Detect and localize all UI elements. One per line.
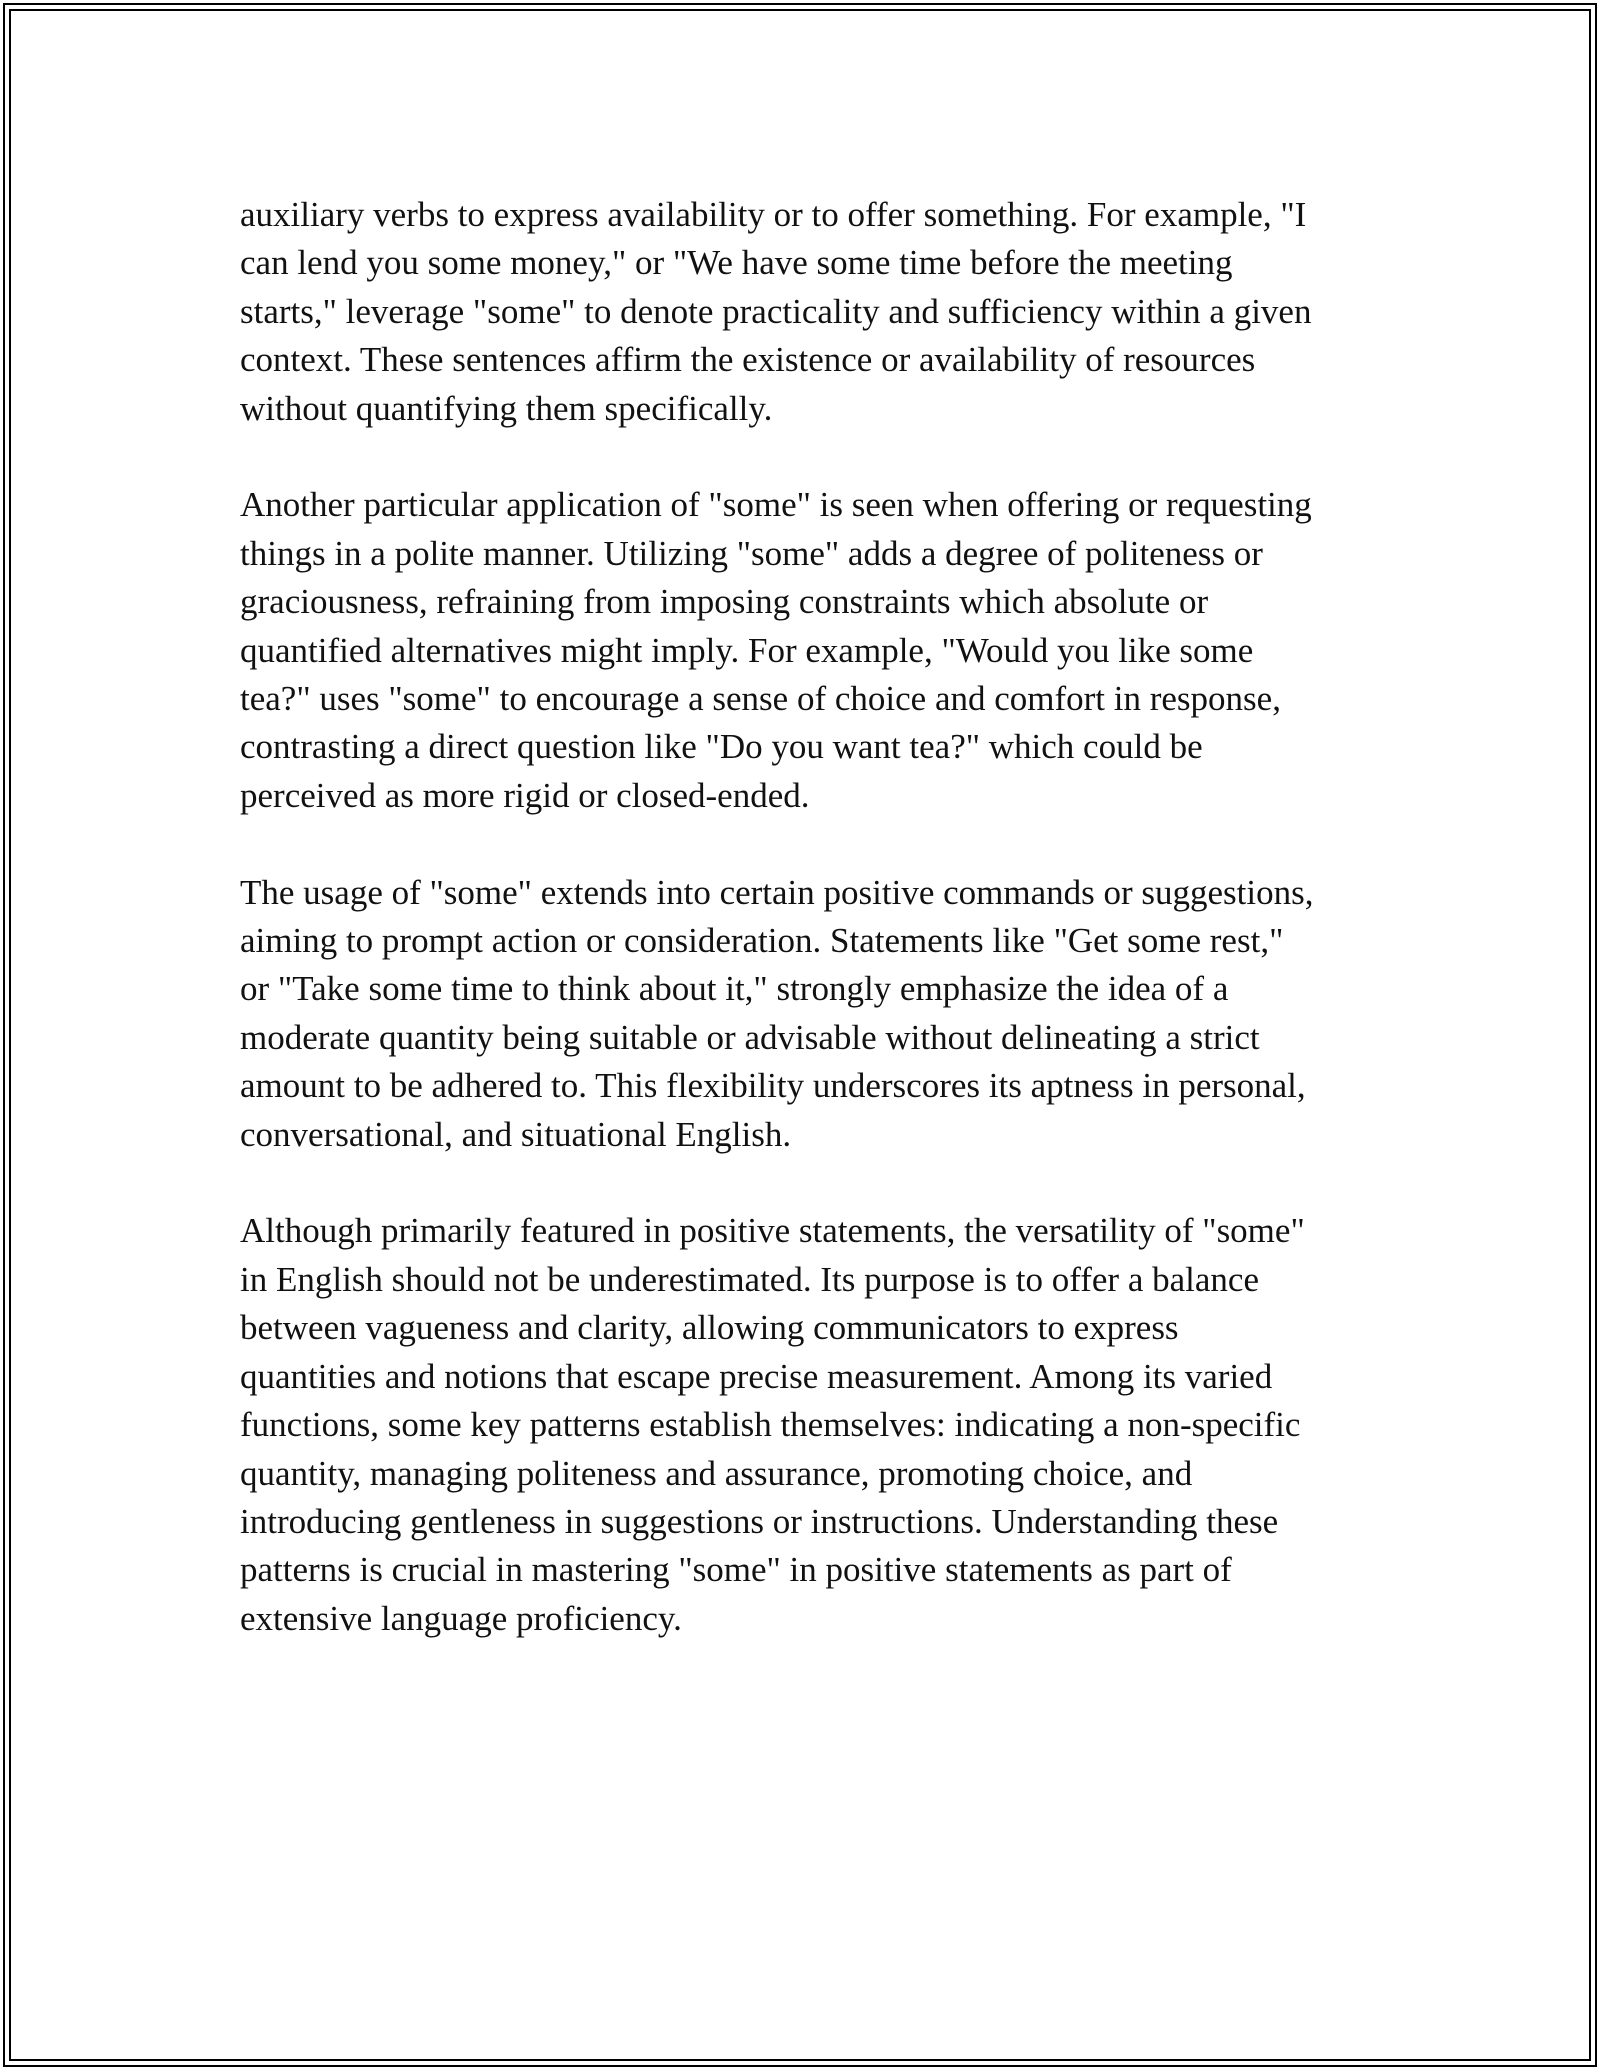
- paragraph: Another particular application of "some" is seen when offering or requesting things in a polite manner. Utilizing "some" adds a degree of politeness or graciousness, refraining from imposing constraints which absolute or quantified alternatives might imply. For example, "Would you like some tea?" uses "some" to encourage a sense of choice and comfort in response, contrasting a direct question like "Do you want tea?" which could be perceived as more rigid or closed-ended.: [240, 485, 1312, 815]
- paragraph: The usage of "some" extends into certain positive commands or suggestions, aiming to prompt action or consideration. Statements like "Get some rest," or "Take some time to think about it," strongly emphasize the idea of a moderate quantity being suitable or advisable without delineating a strict amount to be adhered to. This flexibility underscores its aptness in personal, conversational, and situational English.: [240, 872, 1314, 1154]
- paragraph: auxiliary verbs to express availability or to offer something. For example, "I can lend you some money," or "We have some time before the meeting starts," leverage "some" to denote practicality and sufficiency within a given context. These sentences affirm the existence or availability of resources without quantifying them specifically.: [240, 195, 1312, 428]
- document-body: [240, 191, 1375, 1692]
- paragraph: Although primarily featured in positive statements, the versatility of "some" in English should not be underestimated. Its purpose is to offer a balance between vagueness and clarity, allowing communicators to express quantities and notions that escape precise measurement. Among its varied functions, some key patterns establish themselves: indicating a non-specific quantity, managing politeness and assurance, promoting choice, and introducing gentleness in suggestions or instructions. Understanding these patterns is crucial in mastering "some" in positive statements as part of extensive language proficiency.: [240, 1211, 1305, 1638]
- page-frame: [3, 3, 1597, 2067]
